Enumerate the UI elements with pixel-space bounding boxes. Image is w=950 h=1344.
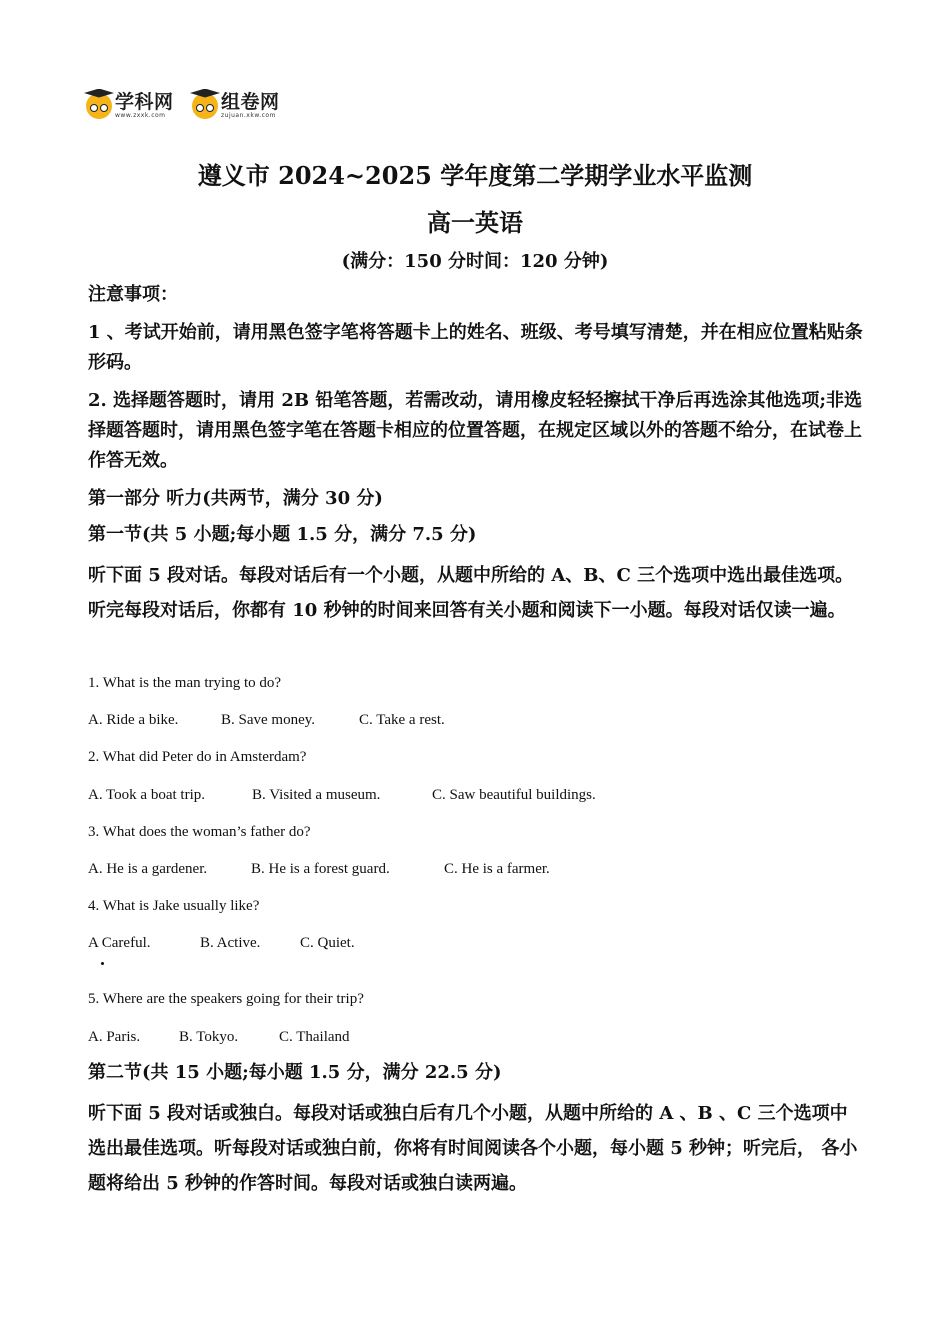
part-heading: 第一部分 听力(共两节，满分 30 分) [88, 488, 383, 509]
question-options [88, 710, 445, 730]
option: B. Visited a museum. [252, 787, 381, 803]
exam-subject: 高一英语 [427, 208, 523, 237]
question-options [88, 859, 550, 879]
section-instructions: 听下面 5 段对话或独白。每段对话或独白后有几个小题，从题中所给的 A 、B 、C 三个选项中 选出最佳选项。听每段对话或独白前，你将有时间阅读各个小题，每小题 5 秒钟；听完后， 各小题将给出 5 秒钟的作答时间。每段对话或独白读两遍。 [88, 1103, 858, 1194]
question-options [88, 785, 596, 805]
question-stem: 1. What is the man trying to do? [88, 675, 282, 691]
option: C. Saw beautiful buildings. [432, 787, 596, 803]
option: A. Ride a bike. [88, 712, 179, 728]
logo-url: zujuan.xkw.com [221, 112, 276, 119]
question-options [88, 1027, 350, 1047]
notice-item: 2. 选择题答题时，请用 2B 铅笔答题，若需改动，请用橡皮轻轻擦拭干净后再选涂其他选项;非选择题答题时，请用黑色签字笔在答题卡相应的位置答题，在规定区域以外的答题不给分，在试卷上作答无效。 [88, 390, 862, 471]
option: A. He is a gardener. [88, 861, 208, 877]
option: C. Thailand [279, 1029, 350, 1045]
question-options [88, 933, 355, 953]
stray-dot [101, 962, 104, 965]
section-heading: 第二节(共 15 小题;每小题 1.5 分，满分 22.5 分) [88, 1062, 502, 1083]
option: A. Paris. [88, 1029, 141, 1045]
notice-heading: 注意事项： [88, 284, 178, 305]
logo-name: 组卷网 [221, 91, 280, 113]
owl-logo-icon [192, 93, 218, 119]
logo-url: www.zxxk.com [115, 112, 166, 119]
exam-title: 遵义市 2024~2025 学年度第二学期学业水平监测 [197, 161, 753, 190]
section-instructions: 听下面 5 段对话。每段对话后有一个小题，从题中所给的 A、B、C 三个选项中选出最佳选项。 听完每段对话后，你都有 10 秒钟的时间来回答有关小题和阅读下一小题。每段对话仅读一遍。 [88, 565, 854, 621]
option: C. Take a rest. [359, 712, 445, 728]
logo-name: 学科网 [115, 91, 174, 113]
option: B. Tokyo. [179, 1029, 239, 1045]
owl-logo-icon [86, 93, 112, 119]
zujuan-logo [192, 92, 280, 119]
question-stem: 5. Where are the speakers going for their trip? [88, 991, 364, 1007]
option: C. Quiet. [300, 935, 355, 951]
question-stem: 2. What did Peter do in Amsterdam? [88, 749, 307, 765]
score-time-info: (满分：150 分时间：120 分钟) [341, 251, 609, 272]
question-stem: 3. What does the woman’s father do? [88, 824, 311, 840]
option: B. Active. [200, 935, 261, 951]
option: A. Took a boat trip. [88, 787, 205, 803]
zxxk-logo [86, 92, 174, 119]
option: B. He is a forest guard. [251, 861, 390, 877]
option: A Careful. [88, 935, 151, 951]
notice-item: 1 、考试开始前，请用黑色签字笔将答题卡上的姓名、班级、考号填写清楚，并在相应位置粘贴条形码。 [88, 322, 863, 373]
option: C. He is a farmer. [444, 861, 550, 877]
option: B. Save money. [221, 712, 316, 728]
question-stem: 4. What is Jake usually like? [88, 898, 260, 914]
section-heading: 第一节(共 5 小题;每小题 1.5 分，满分 7.5 分) [88, 524, 477, 545]
